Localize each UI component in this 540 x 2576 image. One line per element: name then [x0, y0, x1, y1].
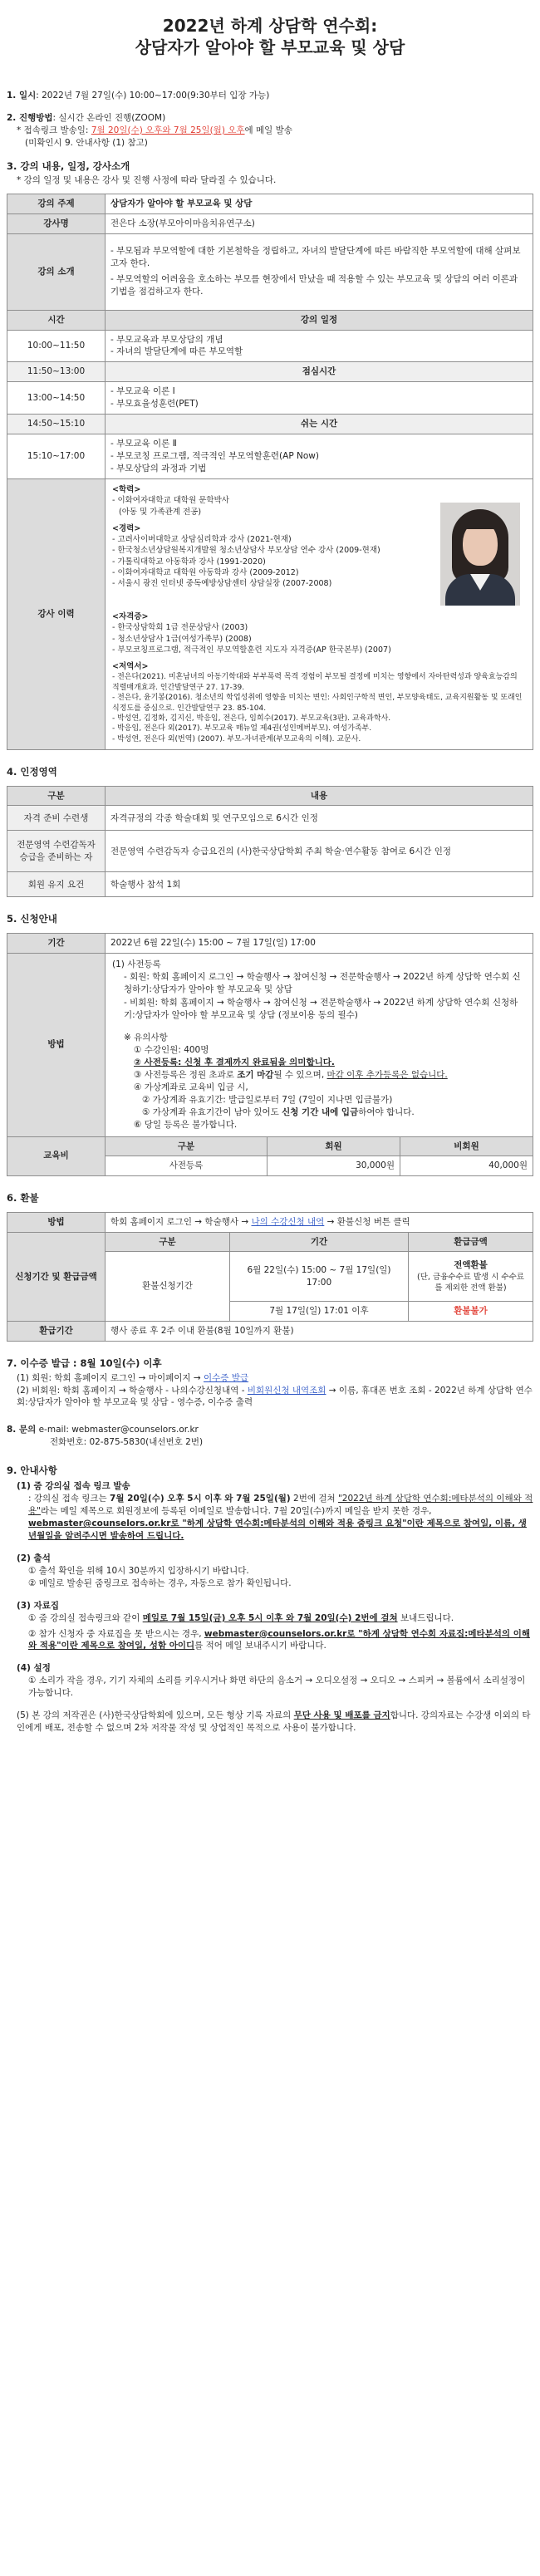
- apply-notes-head: ※ 유의사항: [124, 1033, 168, 1043]
- fee-row-label: 사전등록: [106, 1156, 268, 1176]
- career-cert-line: - 부모코칭프로그램, 적극적인 부모역할훈련 지도자 자격증(AP 한국본부) (2007): [112, 645, 391, 655]
- apply-note-text: 될 수 있으며,: [273, 1069, 327, 1080]
- career-pub-line: - 전은다(2021). 미혼남녀의 아동기학대와 부부폭력 목격 경험이 부모될 결정에 미치는 영향에서 자아탄력성과 양육효능감의 직렬매개효과. 인간발달연구 27. 17-39.: [112, 673, 518, 692]
- apply-note: ④ 가상계좌로 교육비 입금 시,: [134, 1082, 248, 1092]
- career-pub-line: - 박성연, 김정화, 김지신, 박응임, 전은다, 임희수(2017). 부모교육(3판). 교육과학사.: [112, 714, 391, 724]
- schedule-time: 14:50~15:10: [7, 415, 106, 434]
- apply-period: 2022년 6월 22일(수) 15:00 ~ 7월 17일(일) 17:00: [106, 933, 533, 953]
- schedule-item: - 부모교육과 부모상담의 개념: [110, 334, 223, 345]
- refund-row-label: 환불신청기간: [106, 1252, 230, 1322]
- schedule-time: 15:10~17:00: [7, 434, 106, 479]
- lecture-intro-line: - 부모역할의 어려움을 호소하는 부모를 현장에서 만났을 때 적용할 수 있는 부모교육 및 상담의 여러 이론과 기법을 점검하고자 한다.: [110, 274, 518, 297]
- refund-amount-note: (단, 금융수수료 발생 시 수수료를 제외한 전액 환불): [417, 1273, 524, 1293]
- credit-row-value: 학술행사 참석 1회: [106, 872, 533, 897]
- fee-member: 30,000원: [268, 1156, 400, 1176]
- refund-period-label: 신청기간 및 환급금액: [7, 1232, 106, 1322]
- refund-row-amount: 환불불가: [409, 1302, 533, 1322]
- career-pub-line: - 전은다, 윤기봉(2016). 청소년의 학업성취에 영향을 미치는 변인: 사회인구학적 변인, 부모양육태도, 교육지원활동 및 또래인식정도를 중심으로. 인간발달연구 23. 85-104.: [112, 694, 523, 713]
- career-exp-line: - 한국청소년상담원복지개발원 청소년상담사 부모상담 연수 강사 (2009-현재): [112, 546, 380, 556]
- schedule-items: [106, 330, 533, 362]
- apply-method-label: 방법: [7, 953, 106, 1136]
- link-send-suffix: 에 메일 발송: [244, 125, 292, 135]
- lecture-speaker: 전은다 소장(부모아이마음치유연구소): [106, 213, 533, 233]
- notice-4-head: (4) 설정: [17, 1663, 51, 1674]
- refund-method-text: 학회 홈페이지 로그인 → 학술행사 →: [110, 1216, 252, 1227]
- notice-4: [7, 1662, 533, 1700]
- career-pub-head: <저역서>: [112, 662, 149, 672]
- notice-3-head: (3) 자료집: [17, 1600, 59, 1611]
- career-cert-line: - 청소년상담사 1급(여성가족부) (2008): [112, 634, 252, 644]
- notice-text: 합니다. 강의자료는 수강생 이외의 타인에게 배포, 전송할 수 없으며 2차 저작물 작성 및 상업적인 목적으로 사용이 불가합니다.: [17, 1710, 531, 1733]
- apply-note-underline: 마감 이후 추가등록은 없습니다.: [326, 1069, 448, 1080]
- apply-note: [112, 1069, 526, 1082]
- schedule-center: 점심시간: [106, 362, 533, 382]
- page-title: [7, 12, 533, 80]
- notice-text: : 강의실 접속 링크는: [28, 1494, 110, 1504]
- section-lecture-head: 3. 강의 내용, 일정, 강사소개: [7, 159, 130, 172]
- section-certificate: [7, 1357, 533, 1409]
- credit-row-label: 전문영역 수련감독자 승급을 준비하는 자: [7, 831, 106, 872]
- apply-note-text: 하여야 합니다.: [358, 1106, 415, 1117]
- apply-note: ① 수강인원: 400명: [134, 1045, 209, 1056]
- page-title-line2: 상담자가 알아야 할 부모교육 및 상담: [135, 37, 405, 57]
- schedule-header: 강의 일정: [106, 310, 533, 330]
- section-refund: [7, 1191, 533, 1342]
- lecture-intro: [106, 233, 533, 310]
- credit-row-label: 회원 유지 요건: [7, 872, 106, 897]
- career-cert-head: <자격증>: [112, 611, 149, 621]
- notice-bold: 메일로 7월 15일(금) 오후 5시 이후 와 7월 20일(수) 2번에 걸쳐: [142, 1612, 398, 1623]
- speaker-photo: [440, 503, 520, 606]
- lecture-intro-line: - 부모됨과 부모역할에 대한 기본철학을 정립하고, 자녀의 발달단계에 따른 바람직한 부모역할에 대해 살펴보고자 한다.: [110, 246, 521, 269]
- refund-link[interactable]: 나의 수강신청 내역: [251, 1216, 325, 1227]
- section-notice: [7, 1464, 533, 1735]
- refund-table: [7, 1212, 533, 1342]
- apply-note-text: ⑤ 가상계좌 유효기간이 남아 있어도: [142, 1106, 282, 1117]
- certificate-link[interactable]: 이수증 발급: [204, 1372, 249, 1383]
- career-exp-line: - 이화여자대학교 대학원 아동학과 강사 (2009-2012): [112, 568, 299, 577]
- notice-1-head: (1) 줌 강의실 접속 링크 발송: [17, 1481, 130, 1492]
- notice-underline: "2022년 하계 상담학 연수회:메타분석의 이해와 적용": [28, 1494, 533, 1517]
- career-label: 강사 이력: [7, 478, 106, 749]
- apply-step-nonmember: - 비회원: 학회 홈페이지 → 학술행사 → 참여신청 → 전문학술행사 → 2022년 하계 상담학 연수회 신청하기:상담자가 알아야 할 부모교육 및 상담 (정보이용 동의 필수): [124, 998, 518, 1021]
- schedule-item: - 부모교육 이론 Ⅱ: [110, 439, 177, 449]
- notice-3: [7, 1600, 533, 1653]
- refund-row-period: 7월 17일(일) 17:01 이후: [230, 1302, 409, 1322]
- section-refund-head: 6. 환불: [7, 1192, 39, 1205]
- notice-text: ② 메일로 발송된 줌링크로 접속하는 경우, 자동으로 참가 확인됩니다.: [28, 1577, 292, 1588]
- apply-step-head: (1) 사전등록: [112, 959, 161, 969]
- fee-col-header: 회원: [268, 1136, 400, 1156]
- career-pub-line: - 박성연, 전은다 외(번역) (2007). 부모-자녀관계(부모교육의 이해). 교문사.: [112, 734, 361, 743]
- notice-text: ① 줌 강의실 접속링크와 같이: [28, 1612, 143, 1623]
- apply-table: [7, 933, 533, 1177]
- schedule-item: - 부모코칭 프로그램, 적극적인 부모역할훈련(AP Now): [110, 451, 319, 462]
- schedule-time: 13:00~14:50: [7, 382, 106, 415]
- career-edu-line: - 이화여자대학교 대학원 문학박사: [112, 496, 229, 506]
- career-exp-line: - 서울시 광진 인터넷 중독예방상담센터 상담실장 (2007-2008): [112, 579, 332, 589]
- schedule-items: [106, 434, 533, 479]
- career-exp-head: <경력>: [112, 523, 141, 533]
- fee-col-header: 비회원: [400, 1136, 533, 1156]
- career-exp-line: - 고려사이버대학교 상담심리학과 강사 (2021-현재): [112, 535, 292, 545]
- career-edu-head: <학력>: [112, 484, 141, 494]
- lecture-topic: 상담자가 알아야 할 부모교육 및 상담: [106, 194, 533, 213]
- certificate-text: (2) 비회원: 학회 홈페이지 → 학술행사 - 나의수강신청내역 -: [17, 1385, 248, 1396]
- section-method-head: 2. 진행방법: [7, 112, 53, 123]
- credit-col-header: 구분: [7, 786, 106, 806]
- credit-row-value: 자격규정의 각종 학술대회 및 연구모임으로 6시간 인정: [106, 806, 533, 831]
- refund-row-amount: [409, 1252, 533, 1302]
- fee-nonmember: 40,000원: [400, 1156, 533, 1176]
- schedule-time: 10:00~11:50: [7, 330, 106, 362]
- refund-col-header: 환급금액: [409, 1232, 533, 1252]
- section-credit-head: 4. 인정영역: [7, 766, 57, 778]
- career-exp-line: - 가톨릭대학교 아동학과 강사 (1991-2020): [112, 557, 266, 567]
- apply-note: ⑥ 당일 등록은 불가합니다.: [134, 1119, 238, 1130]
- refund-col-header: 구분: [106, 1232, 230, 1252]
- apply-note-bold: 신청 기간 내에 입금: [282, 1106, 359, 1117]
- fee-label: 교육비: [7, 1136, 106, 1176]
- refund-method-text: → 환불신청 버튼 클릭: [324, 1216, 410, 1227]
- section-method: [7, 112, 533, 150]
- section-apply-head: 5. 신청안내: [7, 913, 57, 925]
- schedule-time: 11:50~13:00: [7, 362, 106, 382]
- apply-period-label: 기간: [7, 933, 106, 953]
- apply-note: ② 가상계좌 유효기간: 발급일로부터 7일 (7일이 지나면 입금불가): [142, 1094, 393, 1105]
- notice-bold: webmaster@counselors.or.kr로 "하계 상담학 연수회 자료집:메타분석의 이해와 적용"이란 제목으로 참여일, 성함 아이디: [28, 1628, 531, 1651]
- schedule-time-header: 시간: [7, 310, 106, 330]
- notice-5: [7, 1710, 533, 1735]
- notice-text: ② 참가 신청자 중 자료집을 못 받으시는 경우,: [28, 1628, 204, 1639]
- schedule-items: [106, 382, 533, 415]
- refund-method: [106, 1212, 533, 1232]
- lecture-intro-label: 강의 소개: [7, 233, 106, 310]
- apply-note-bold: 조기 마감: [237, 1069, 274, 1080]
- notice-text: 2번에 걸쳐: [290, 1494, 338, 1504]
- notice-text: 라는 메일 제목으로 회원정보에 등록된 이메일로 발송합니다. 7월 20일(수)까지 메일을 받지 못한 경우,: [40, 1506, 432, 1517]
- certificate-nonmember: [7, 1385, 533, 1410]
- credit-col-header: 내용: [106, 786, 533, 806]
- apply-method: [106, 953, 533, 1136]
- page-title-line1: 2022년 하계 상담학 연수회:: [162, 16, 378, 36]
- section-apply: [7, 912, 533, 1176]
- notice-bold: 무단 사용 및 배포를 금지: [293, 1710, 390, 1721]
- schedule-item: - 부모상담의 과정과 기법: [110, 464, 207, 474]
- schedule-item: - 부모효율성훈련(PET): [110, 399, 199, 410]
- certificate-text: → 이름, 휴대폰 번호 조회 - 2022년 하계 상담학 연수회:상담자가 알아야 할 부모교육 및 상담 - 영수증, 이수증 출력: [17, 1385, 533, 1408]
- section-contact-head: 8. 문의: [7, 1425, 37, 1435]
- section-notice-head: 9. 안내사항: [7, 1465, 57, 1477]
- notice-text: 보내드립니다.: [397, 1612, 454, 1623]
- section-contact: [7, 1424, 533, 1449]
- lecture-topic-label: 강의 주제: [7, 194, 106, 213]
- refund-payout: 행사 종료 후 2주 이내 환불(8월 10일까지 환불): [106, 1322, 533, 1342]
- notice-bold: 7월 20일(수) 오후 5시 이후 와 7월 25일(월): [110, 1494, 291, 1504]
- apply-note-text: ③ 사전등록은 정원 초과로: [134, 1069, 238, 1080]
- schedule-item: - 자녀의 발달단계에 따른 부모역할: [110, 346, 243, 357]
- contact-email: e-mail: webmaster@counselors.or.kr: [38, 1425, 199, 1435]
- career-cert-line: - 한국상담학회 1급 전문상담사 (2003): [112, 623, 248, 633]
- refund-row-period: 6월 22일(수) 15:00 ~ 7월 17일(일) 17:00: [230, 1252, 409, 1302]
- refund-payout-label: 환급기간: [7, 1322, 106, 1342]
- section-lecture: [7, 159, 533, 751]
- apply-step-member: - 회원: 학회 홈페이지 로그인 → 학술행사 → 참여신청 → 전문학술행사 → 2022년 하계 상담학 연수회 신청하기:상담자가 알아야 할 부모교육 및 상담: [124, 971, 521, 994]
- lecture-speaker-label: 강사명: [7, 213, 106, 233]
- apply-note: [112, 1057, 526, 1069]
- section-date-head: 1. 일시: [7, 91, 37, 101]
- notice-text: ① 출석 확인을 위해 10시 30분까지 입장하시기 바랍니다.: [28, 1565, 249, 1576]
- link-send-note: (미확인시 9. 안내사항 (1) 참고): [25, 137, 148, 148]
- notice-text: ① 소리가 작을 경우, 기기 자체의 소리를 키우시거나 화면 하단의 음소거 → 오디오설정 → 오디오 → 스피커 → 볼륨에서 소리설정이 가능합니다.: [28, 1676, 526, 1699]
- section-certificate-head: 7. 이수증 발급 : 8월 10일(수) 이후: [7, 1357, 162, 1370]
- refund-amount-head: 전액환불: [454, 1260, 488, 1271]
- certificate-member: [7, 1372, 533, 1385]
- credit-row-value: 전문영역 수련감독자 승급요건의 (사)한국상담학회 주최 학술·연수활동 참여로 6시간 인정: [106, 831, 533, 872]
- career-content: [106, 478, 533, 749]
- apply-note: [112, 1106, 526, 1119]
- credit-row-label: 자격 준비 수련생: [7, 806, 106, 831]
- refund-col-header: 기간: [230, 1232, 409, 1252]
- notice-bold: webmaster@counselors.or.kr로 "하계 상담학 연수회:메타분석의 이해와 적용 줌링크 요청"이란 제목으로 참여일, 이름, 생년월일을 알려주시면 발송하여 드립니다.: [28, 1519, 527, 1542]
- career-pub-line: - 박응임, 전은다 외(2017). 부모교육 매뉴얼 제4권(성인메버부모). 여성가족부.: [112, 724, 372, 734]
- section-date-text: : 2022년 7월 27일(수) 10:00~17:00(9:30부터 입장 가능): [36, 91, 270, 101]
- contact-tel: 전화번호: 02-875-5830(내선번호 2번): [50, 1437, 204, 1448]
- notice-2-head: (2) 출석: [17, 1553, 51, 1563]
- notice-text: 를 적어 메일 보내주시기 바랍니다.: [194, 1641, 326, 1651]
- lecture-table: [7, 194, 533, 750]
- link-send-prefix: * 접속링크 발송일:: [17, 125, 91, 135]
- schedule-item: - 부모교육 이론 Ⅰ: [110, 386, 175, 397]
- notice-1: [7, 1480, 533, 1543]
- nonmember-lookup-link[interactable]: 비회원신청 내역조회: [247, 1385, 326, 1396]
- section-lecture-note: * 강의 일정 및 내용은 강사 및 진행 사정에 따라 달라질 수 있습니다.: [17, 174, 277, 185]
- section-credit: [7, 765, 533, 897]
- section-method-text: : 실시간 온라인 진행(ZOOM): [52, 112, 166, 123]
- schedule-center: 쉬는 시간: [106, 415, 533, 434]
- notice-2: [7, 1553, 533, 1590]
- certificate-text: (1) 회원: 학회 홈페이지 로그인 → 마이페이지 →: [17, 1372, 204, 1383]
- career-edu-line: (아동 및 가족관계 전공): [119, 507, 202, 517]
- apply-note-text: ② 사전등록: 신청 후 결제까지 완료됨을 의미합니다.: [134, 1057, 335, 1068]
- link-send-dates: 7월 20일(수) 오후와 7월 25일(월) 오후: [91, 125, 245, 135]
- refund-method-label: 방법: [7, 1212, 106, 1232]
- credit-table: [7, 786, 533, 898]
- notice-text: (5) 본 강의 저작권은 (사)한국상담학회에 있으며, 모든 형상 기록 자료의: [17, 1710, 294, 1721]
- section-date: [7, 90, 533, 102]
- fee-col-header: 구분: [106, 1136, 268, 1156]
